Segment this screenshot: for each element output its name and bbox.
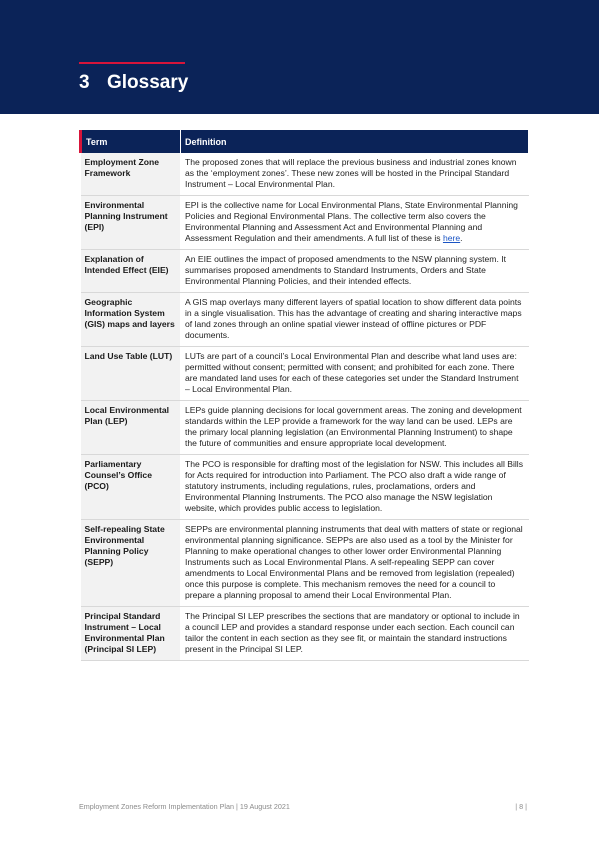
- page-footer: [79, 802, 527, 811]
- page-number: | 8 |: [515, 802, 527, 811]
- definition-cell: SEPPs are environmental planning instruments that deal with matters of state or regional environmental planning significance. SEPPs are also used as a tool by the Minister for Planning to make operational changes to other lower order Environmental Planning Instruments such as Local Environmental Plans. A self-repealing SEPP can cover amendments to Local Environmental Plans and be removed from legislation (repealed) once this purpose is complete. This mechanism removes the need for a council to prepare a planning proposal to amend their Local Environmental Plan.: [181, 520, 529, 607]
- table-row: [81, 250, 529, 293]
- section-title: [79, 70, 188, 96]
- table-row: [81, 347, 529, 401]
- definition-cell: An EIE outlines the impact of proposed amendments to the NSW planning system. It summarises proposed amendments to Standard Instruments, Orders and State Environmental Planning Policies, and their intended effects.: [181, 250, 529, 293]
- title-accent-line: [79, 62, 185, 64]
- definition-cell: [181, 196, 529, 250]
- table-row: [81, 153, 529, 196]
- header-banner: [0, 0, 599, 114]
- term-cell: Parliamentary Counsel’s Office (PCO): [81, 455, 181, 520]
- term-cell: Explanation of Intended Effect (EIE): [81, 250, 181, 293]
- definition-text: EPI is the collective name for Local Environmental Plans, State Environmental Planning Policies and Regional Environmental Plans. The collective term also covers the Environmental Planning and Assessment Act and Environmental Planning and Assessment Regulation and their amendments. A full list of these is: [185, 200, 518, 243]
- table-row: [81, 293, 529, 347]
- definition-cell: The PCO is responsible for drafting most of the legislation for NSW. This includes all Bills for Acts required for introduction into Parliament. The PCO also draft a wide range of statutory instruments, including regulations, rules, proclamations, orders and Environmental Planning Instruments. The PCO also manage the NSW legislation website, which provides public access to legislation.: [181, 455, 529, 520]
- definition-cell: LUTs are part of a council’s Local Environmental Plan and describe what land uses are: permitted without consent; permitted with consent; and prohibited for each zone. There are mandated land uses for each of these categories set under the Standard Instrument – Local Environmental Plan.: [181, 347, 529, 401]
- definition-cell: LEPs guide planning decisions for local government areas. The zoning and development standards within the LEP provide a framework for the way land can be used. LEPs are the primary local planning legislation (an Environmental Planning Instrument) to shape the future of communities and ensure appropriate local development.: [181, 401, 529, 455]
- table-row: [81, 520, 529, 607]
- footer-document-info: Employment Zones Reform Implementation Plan | 19 August 2021: [79, 802, 290, 811]
- table-row: [81, 455, 529, 520]
- definition-cell: A GIS map overlays many different layers of spatial location to show different data points in a single visualisation. This has the advantage of creating and sharing interactive maps of land zones through an online spatial viewer instead of offline pictures or PDF documents.: [181, 293, 529, 347]
- term-cell: Self-repealing State Environmental Planning Policy (SEPP): [81, 520, 181, 607]
- here-link[interactable]: here: [442, 233, 461, 243]
- definition-text-end: .: [460, 233, 463, 243]
- table-row: [81, 401, 529, 455]
- term-cell: Land Use Table (LUT): [81, 347, 181, 401]
- term-cell: Geographic Information System (GIS) maps and layers: [81, 293, 181, 347]
- term-cell: Local Environmental Plan (LEP): [81, 401, 181, 455]
- term-cell: Environmental Planning Instrument (EPI): [81, 196, 181, 250]
- glossary-table: [79, 130, 529, 661]
- table-row: [81, 196, 529, 250]
- term-cell: Principal Standard Instrument – Local Environmental Plan (Principal SI LEP): [81, 607, 181, 661]
- definition-cell: The Principal SI LEP prescribes the sections that are mandatory or optional to include in a council LEP and provides a standard response under each section. Each council can tailor the content in each section as they see fit, or maintain the standard instructions present in the Principal SI LEP.: [181, 607, 529, 661]
- definition-cell: The proposed zones that will replace the previous business and industrial zones known as the ‘employment zones’. These new zones will be hosted in the Principal Standard Instrument – Local Environmental Plan.: [181, 153, 529, 196]
- table-header-row: [81, 130, 529, 153]
- definition-column-header: Definition: [181, 130, 529, 153]
- term-column-header: Term: [81, 130, 181, 153]
- table-row: [81, 607, 529, 661]
- section-title-text: Glossary: [107, 72, 189, 93]
- section-number: 3: [79, 72, 90, 93]
- term-cell: Employment Zone Framework: [81, 153, 181, 196]
